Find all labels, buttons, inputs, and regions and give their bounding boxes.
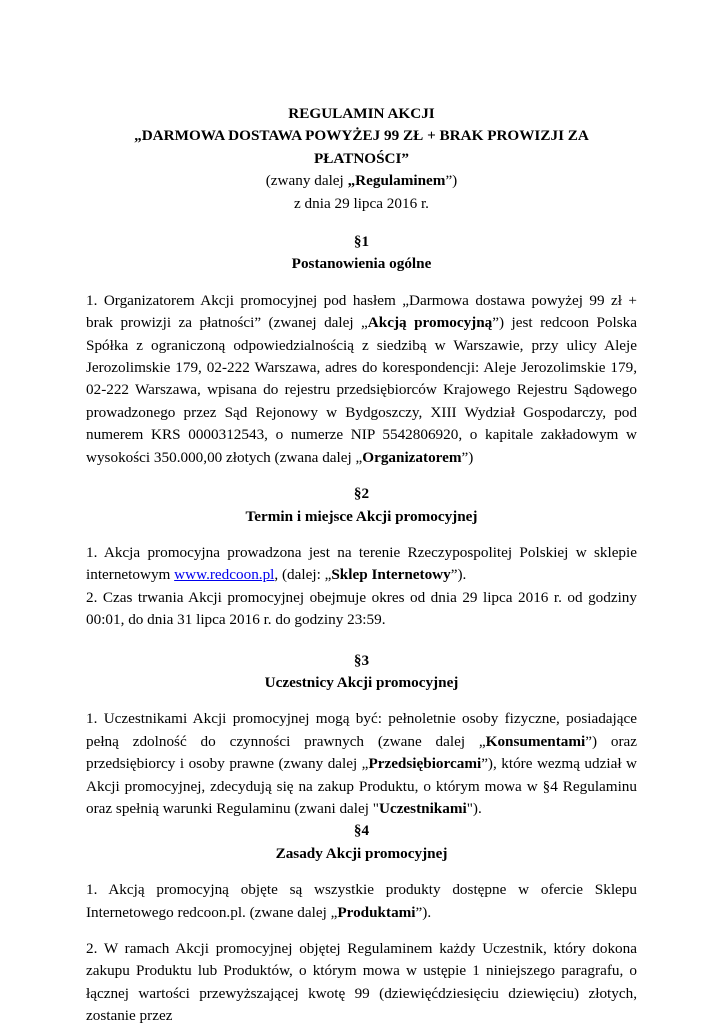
document-title-line1: REGULAMIN AKCJI xyxy=(288,105,435,122)
document-title-line3 xyxy=(86,170,637,192)
section-4-number: §4 xyxy=(353,822,370,840)
document-date: z dnia 29 lipca 2016 r. xyxy=(294,194,429,212)
section-4-paragraph-1 xyxy=(86,879,637,924)
s4-p1-text-c: ”). xyxy=(415,903,432,921)
s3-p1-text-e: ”), które wezmą udział w Akcji promocyjnej, zdecydują się na zakup Produktu, o którym mowa w §4 Regulaminu oraz spełnią warunki Regulaminu (zwani dalej " xyxy=(86,755,637,817)
s2-p1-text-d: ”). xyxy=(450,566,467,584)
s3-p1-text-a: 1. Uczestnikami Akcji promocyjnej mogą być: pełnoletnie osoby fizyczne, posiadające pełną zdolność do czynności prawnych (zwane dalej „ xyxy=(86,710,637,750)
section-3-paragraph-1 xyxy=(86,708,637,820)
title-line3-post: ”) xyxy=(445,172,458,190)
s4-p1-bold-produkty: Produktami xyxy=(337,903,416,921)
s4-p1-text-a: 1. Akcją promocyjną objęte są wszystkie produkty dostępne w ofercie Sklepu Internetowego redcoon.pl. (zwane dalej „ xyxy=(86,881,637,921)
s1-p1-text-a: 1. Organizatorem Akcji promocyjnej pod hasłem „Darmowa dostawa powyżej 99 zł + brak prowizji za płatności” (zwanej dalej „ xyxy=(86,291,637,332)
s3-p1-bold-konsumenci: Konsumentami xyxy=(485,732,586,750)
section-3-heading: Uczestnicy Akcji promocyjnej xyxy=(264,673,459,691)
section-1-number: §1 xyxy=(353,233,370,251)
redcoon-link[interactable]: www.redcoon.pl xyxy=(174,566,275,584)
section-4-heading: Zasady Akcji promocyjnej xyxy=(275,844,448,862)
s1-p1-bold-akcja: Akcją promocyjną xyxy=(367,314,493,332)
section-2-number: §2 xyxy=(353,485,370,503)
document-body xyxy=(86,103,637,1028)
section-3-number: §3 xyxy=(353,651,370,669)
s2-p1-text-b: , (dalej: „ xyxy=(274,566,332,584)
section-2-paragraph-1 xyxy=(86,542,637,587)
s3-p1-text-g: "). xyxy=(466,799,482,817)
s2-p1-text-a: 1. Akcja promocyjna prowadzona jest na terenie Rzeczypospolitej Polskiej w sklepie internetowym xyxy=(86,543,637,584)
s1-p1-text-e: ”) xyxy=(461,448,474,466)
section-4-paragraph-2: 2. W ramach Akcji promocyjnej objętej Regulaminem każdy Uczestnik, który dokona zakupu Produktu lub Produktów, o którym mowa w ustępie 1 niniejszego paragrafu, o łącznej wartości przewyższającej kwotę 99 (dziewięćdziesięciu dziewięciu) złotych, zostanie przez xyxy=(86,940,637,1025)
s3-p1-bold-przedsiebiorcy: Przedsiębiorcami xyxy=(368,755,482,773)
s3-p1-bold-uczestnicy: Uczestnikami xyxy=(378,799,467,817)
section-1-heading: Postanowienia ogólne xyxy=(291,255,432,273)
s1-p1-text-c: ”) jest redcoon Polska Spółka z ograniczoną odpowiedzialnością z siedzibą w Warszawie, przy ulicy Aleje Jerozolimskie 179, 02-222 Warszawa, adres do korespondencji: Aleje Jerozolimskie 179, 02-222 Warszawa, wpisana do rejestru przedsiębiorców Krajowego Rejestru Sądowego prowadzonego przez Sąd Rejonowy w Bydgoszczy, XIII Wydział Gospodarczy, pod numerem KRS 0000312543, o numerze NIP 5542806920, o kapitale zakładowym w wysokości 350.000,00 złotych (zwana dalej „ xyxy=(86,314,637,466)
s1-p1-bold-organizator: Organizatorem xyxy=(362,448,462,466)
s2-p1-bold-sklep: Sklep Internetowy xyxy=(331,566,451,584)
section-1-paragraph-1 xyxy=(86,290,637,469)
title-line3-bold: „Regulaminem xyxy=(347,172,446,190)
section-2-heading: Termin i miejsce Akcji promocyjnej xyxy=(245,507,478,525)
title-line3-pre: (zwany dalej xyxy=(265,172,348,190)
document-title-line2: „DARMOWA DOSTAWA POWYŻEJ 99 ZŁ + BRAK PROWIZJI ZA PŁATNOŚCI” xyxy=(134,127,589,167)
s3-p1-text-c: ”) oraz przedsiębiorcy i osoby prawne (zwany dalej „ xyxy=(86,732,637,773)
section-2-paragraph-2: 2. Czas trwania Akcji promocyjnej obejmuje okres od dnia 29 lipca 2016 r. od godziny 00:01, do dnia 31 lipca 2016 r. do godziny 23:59. xyxy=(86,588,637,629)
